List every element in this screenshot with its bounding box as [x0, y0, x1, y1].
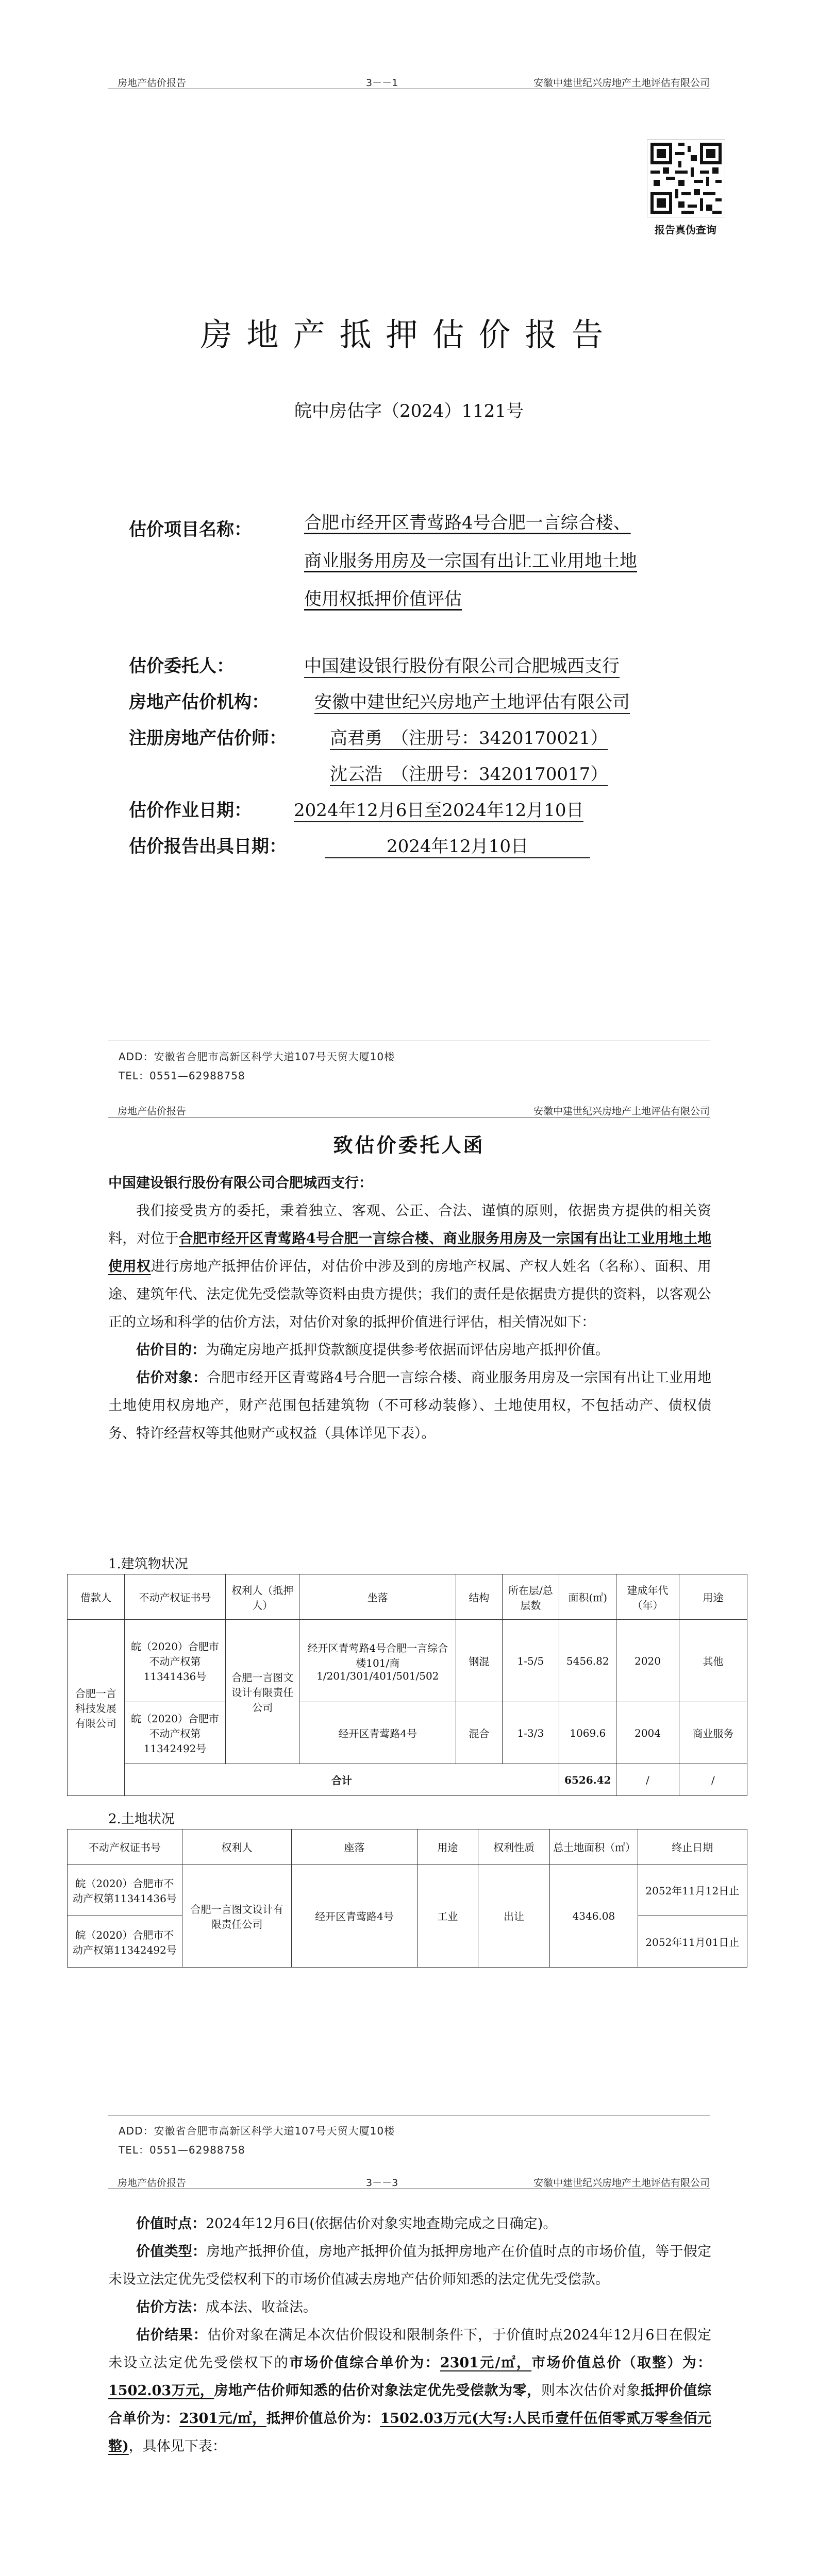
result-body [108, 2210, 711, 2461]
cert-cell: 皖（2020）合肥市不动产权第11341436号 [124, 1620, 226, 1702]
type-label: 价值类型： [136, 2244, 207, 2260]
table-row [68, 1865, 747, 1916]
object-paragraph [108, 1364, 711, 1448]
use-cell: 其他 [679, 1620, 747, 1702]
issue-date: 2024年12月10日 [325, 832, 590, 858]
client-label: 估价委托人： [129, 656, 234, 676]
result-text: 估价对象在满足本次估价假设和限制条件下，于价值时点2024年12月6日在假定未设立法定优先受偿权下的 [108, 2327, 711, 2371]
result-text: 则本次估价对象 [541, 2383, 641, 2399]
header-page-number: 3－－1 [366, 77, 398, 89]
area-cell: 1069.6 [559, 1702, 616, 1764]
letter-recipient: 中国建设银行股份有限公司合肥城西支行： [108, 1175, 373, 1191]
location-cell: 经开区青莺路4号 [299, 1702, 456, 1764]
para-text: 我们接受贵方的委托，秉着独立、客观、公正、合法、谨慎的原则，依据贵方提供的相关资料，对位于 [108, 1203, 711, 1247]
page-header [108, 2175, 710, 2189]
purpose-paragraph [108, 1336, 711, 1364]
result-page [0, 2164, 818, 2576]
nature-cell: 出让 [478, 1865, 550, 1968]
appraiser-2: 沈云浩 （注册号：3420170017） [330, 760, 608, 786]
table-row [68, 1620, 747, 1702]
header-company: 安徽中建世纪兴房地产土地评估有限公司 [533, 2177, 710, 2189]
qr-code[interactable] [647, 139, 725, 217]
end-date-cell: 2052年11月12日止 [638, 1865, 747, 1916]
date-paragraph [108, 2210, 711, 2238]
object-label: 估价对象： [136, 1370, 207, 1386]
result-paragraph [108, 2321, 711, 2461]
header-company: 安徽中建世纪兴房地产土地评估有限公司 [533, 77, 710, 89]
cert-cell: 皖（2020）合肥市不动产权第11341436号 [68, 1865, 182, 1916]
type-text: 房地产抵押价值，房地产抵押价值为抵押房地产在价值时点的市场价值，等于假定未设立法定优先受偿权利下的市场价值减去房地产估价师知悉的法定优先受偿款。 [108, 2244, 711, 2287]
total-row [68, 1764, 747, 1796]
header-left: 房地产估价报告 [118, 1106, 187, 1117]
col-header: 面积(㎡) [559, 1574, 616, 1620]
result-text: 房地产估价师知悉的估价对象法定优先受偿款为零， [214, 2383, 541, 2399]
method-label: 估价方法： [136, 2299, 206, 2315]
result-text: 抵押价值综合单价为： [108, 2383, 712, 2427]
footer-address: ADD：安徽省合肥市高新区科学大道107号天贸大厦10楼 [119, 1050, 395, 1063]
result-text: 抵押价值总价为： [266, 2411, 380, 2427]
qr-caption: 报告真伪查询 [655, 224, 716, 236]
land-table [67, 1829, 747, 1968]
slash-cell: / [679, 1764, 747, 1796]
col-header: 总土地面积（㎡） [550, 1829, 638, 1865]
method-paragraph [108, 2294, 711, 2321]
result-total: 1502.03万元， [108, 2383, 214, 2399]
object-text: 合肥市经开区青莺路4号合肥一言综合楼、商业服务用房及一宗国有出让工业用地土地使用权房地产，财产范围包括建筑物（不可移动装修）、土地使用权，不包括动产、债权债务、特许经营权等其他财产或权益（具体详见下表）。 [108, 1370, 711, 1442]
floor-cell: 1-3/3 [502, 1702, 559, 1764]
section-building: 1.建筑物状况 [108, 1556, 188, 1572]
col-header: 权利人 [182, 1829, 291, 1865]
use-cell: 商业服务 [679, 1702, 747, 1764]
cover-page [0, 0, 818, 1092]
date-text: 2024年12月6日(依据估价对象实地查勘完成之日确定)。 [206, 2216, 557, 2232]
para-text: 进行房地产抵押估价评估，对估价中涉及到的房地产权属、产权人姓名（名称）、面积、用途、建筑年代、法定优先受偿款等资料由贵方提供；我们的责任是依据贵方提供的资料，以客观公正的立场和科学的估价方法，对估价对象的抵押价值进行评估，相关情况如下： [108, 1259, 712, 1330]
report-title: 房地产抵押估价报告 [200, 316, 618, 353]
result-unit-price: 2301元/㎡， [440, 2355, 532, 2371]
header-company: 安徽中建世纪兴房地产土地评估有限公司 [533, 1106, 710, 1117]
project-name [304, 504, 706, 618]
date-label: 价值时点： [136, 2216, 206, 2232]
table-row [68, 1702, 747, 1764]
use-cell: 工业 [417, 1865, 478, 1968]
col-header: 权利性质 [478, 1829, 550, 1865]
col-header: 结构 [456, 1574, 502, 1620]
project-line: 商业服务用房及一宗国有出让工业用地土地 [304, 551, 637, 571]
type-paragraph [108, 2238, 711, 2294]
letter-page [0, 1092, 818, 2164]
agency-label: 房地产估价机构： [129, 692, 269, 713]
col-header: 终止日期 [638, 1829, 747, 1865]
col-header: 座落 [292, 1829, 418, 1865]
period-label: 估价作业日期： [129, 800, 252, 821]
total-area: 6526.42 [559, 1764, 616, 1796]
result-mortgage-total: 1502.03万元(大写:人民币壹仟伍佰零贰万零叁佰元整) [108, 2411, 711, 2454]
header-page-number: 3－－3 [366, 2177, 398, 2189]
page-header [108, 75, 710, 89]
cert-cell: 皖（2020）合肥市不动产权第11342492号 [124, 1702, 226, 1764]
project-line: 使用权抵押价值评估 [304, 589, 462, 609]
col-header: 权利人（抵押人） [226, 1574, 299, 1620]
total-label: 合计 [124, 1764, 559, 1796]
result-mortgage-unit: 2301元/㎡， [179, 2411, 266, 2427]
purpose-text: 为确定房地产抵押贷款额度提供参考依据而评估房地产抵押价值。 [206, 1342, 609, 1358]
letter-paragraph [108, 1197, 711, 1336]
footer-tel: TEL：0551—62988758 [119, 2144, 245, 2156]
para-bold-object: 合肥市经开区青莺路4号合肥一言综合楼、商业服务用房及一宗国有出让工业用地土地使用权 [108, 1231, 712, 1275]
header-left: 房地产估价报告 [118, 2177, 187, 2189]
col-header: 不动产权证书号 [124, 1574, 226, 1620]
project-line: 合肥市经开区青莺路4号合肥一言综合楼、 [304, 513, 631, 533]
owner-cell: 合肥一言图文设计有限责任公司 [182, 1865, 291, 1968]
method-text: 成本法、收益法。 [206, 2299, 317, 2315]
col-header: 建成年代（年） [616, 1574, 679, 1620]
letter-body [108, 1170, 711, 1448]
owner-cell: 合肥一言图文设计有限责任公司 [226, 1620, 299, 1764]
appraiser-1: 高君勇 （注册号：3420170021） [330, 724, 608, 750]
floor-cell: 1-5/5 [502, 1620, 559, 1702]
result-label: 估价结果： [136, 2327, 208, 2343]
area-cell: 5456.82 [559, 1620, 616, 1702]
page-footer [108, 1041, 710, 1084]
document-number: 皖中房估字（2024）1121号 [294, 401, 524, 421]
footer-address: ADD：安徽省合肥市高新区科学大道107号天贸大厦10楼 [119, 2125, 395, 2137]
area-cell: 4346.08 [550, 1865, 638, 1968]
page-footer [108, 2115, 710, 2159]
appraiser-label: 注册房地产估价师： [129, 728, 287, 749]
location-cell: 经开区青莺路4号 [292, 1865, 418, 1968]
page-header [108, 1104, 710, 1117]
col-header: 不动产权证书号 [68, 1829, 182, 1865]
result-text: 市场价值总价（取整）为： [531, 2355, 712, 2371]
cert-cell: 皖（2020）合肥市不动产权第11342492号 [68, 1916, 182, 1968]
letter-title: 致估价委托人函 [333, 1133, 485, 1157]
issue-label: 估价报告出具日期： [129, 836, 287, 857]
year-cell: 2020 [616, 1620, 679, 1702]
building-table [67, 1574, 747, 1796]
work-period: 2024年12月6日至2024年12月10日 [294, 796, 583, 822]
result-text: ，具体见下表： [128, 2438, 226, 2454]
client-name: 中国建设银行股份有限公司合肥城西支行 [304, 652, 620, 678]
structure-cell: 混合 [456, 1702, 502, 1764]
section-land: 2.土地状况 [108, 1811, 175, 1827]
col-header: 所在层/总层数 [502, 1574, 559, 1620]
col-header: 借款人 [68, 1574, 125, 1620]
col-header: 坐落 [299, 1574, 456, 1620]
slash-cell: / [616, 1764, 679, 1796]
location-cell: 经开区青莺路4号合肥一言综合楼101/商1/201/301/401/501/502 [299, 1620, 456, 1702]
purpose-label: 估价目的： [136, 1342, 206, 1358]
year-cell: 2004 [616, 1702, 679, 1764]
result-text: 市场价值综合单价为： [289, 2355, 440, 2371]
end-date-cell: 2052年11月01日止 [638, 1916, 747, 1968]
borrower-cell: 合肥一言科技发展有限公司 [68, 1620, 125, 1796]
structure-cell: 钢混 [456, 1620, 502, 1702]
agency-name: 安徽中建世纪兴房地产土地评估有限公司 [314, 688, 630, 714]
col-header: 用途 [417, 1829, 478, 1865]
header-left: 房地产估价报告 [118, 77, 187, 89]
col-header: 用途 [679, 1574, 747, 1620]
project-label: 估价项目名称： [129, 519, 252, 540]
footer-tel: TEL：0551—62988758 [119, 1070, 245, 1082]
